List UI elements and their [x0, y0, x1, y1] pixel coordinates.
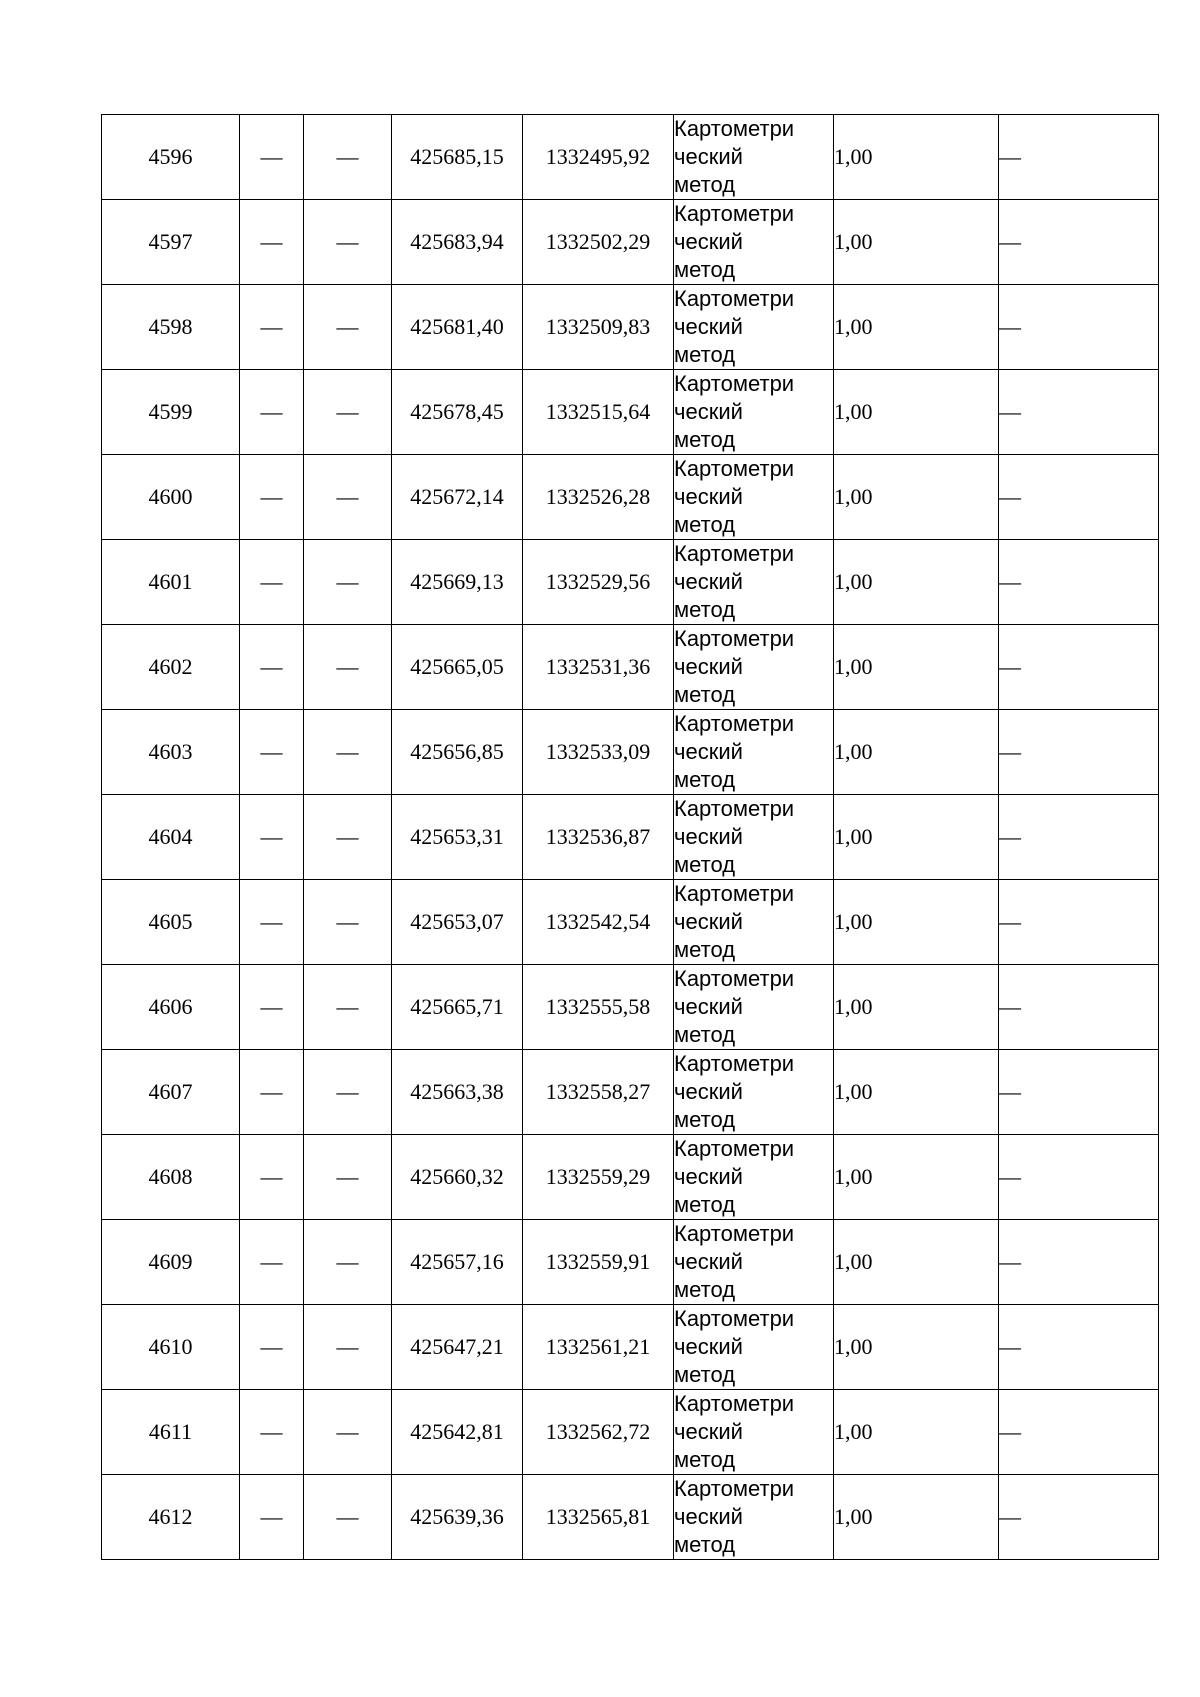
point-number-cell: 4598	[102, 285, 240, 370]
empty-value-cell: —	[240, 1305, 304, 1390]
table-row	[102, 965, 1159, 1050]
x-coordinate-cell: 425656,85	[392, 710, 523, 795]
empty-value-cell: —	[304, 1135, 392, 1220]
table-row	[102, 710, 1159, 795]
empty-value-cell: —	[304, 795, 392, 880]
point-number-cell: 4611	[102, 1390, 240, 1475]
empty-value-cell: —	[999, 795, 1159, 880]
method-cell	[674, 880, 834, 965]
method-line: метод	[674, 1362, 736, 1387]
method-line: Картометри	[674, 1391, 795, 1416]
y-coordinate-cell: 1332559,29	[523, 1135, 674, 1220]
empty-value-cell: —	[240, 1220, 304, 1305]
y-coordinate-cell: 1332529,56	[523, 540, 674, 625]
empty-value-cell: —	[304, 200, 392, 285]
point-number-cell: 4605	[102, 880, 240, 965]
accuracy-cell: 1,00	[834, 285, 999, 370]
empty-value-cell: —	[999, 965, 1159, 1050]
method-cell	[674, 1050, 834, 1135]
method-line: метод	[674, 682, 736, 707]
method-line: метод	[674, 1022, 736, 1047]
point-number-cell: 4609	[102, 1220, 240, 1305]
accuracy-cell: 1,00	[834, 455, 999, 540]
x-coordinate-cell: 425665,05	[392, 625, 523, 710]
empty-value-cell: —	[304, 455, 392, 540]
empty-value-cell: —	[304, 370, 392, 455]
empty-value-cell: —	[999, 625, 1159, 710]
table-row	[102, 880, 1159, 965]
x-coordinate-cell: 425657,16	[392, 1220, 523, 1305]
x-coordinate-cell: 425665,71	[392, 965, 523, 1050]
empty-value-cell: —	[240, 285, 304, 370]
method-line: ческий	[674, 1079, 743, 1104]
method-line: Картометри	[674, 1051, 795, 1076]
accuracy-cell: 1,00	[834, 965, 999, 1050]
coordinates-table	[101, 114, 1159, 1560]
point-number-cell: 4610	[102, 1305, 240, 1390]
empty-value-cell: —	[240, 1390, 304, 1475]
empty-value-cell: —	[304, 1050, 392, 1135]
accuracy-cell: 1,00	[834, 1220, 999, 1305]
accuracy-cell: 1,00	[834, 1390, 999, 1475]
y-coordinate-cell: 1332515,64	[523, 370, 674, 455]
method-line: Картометри	[674, 201, 795, 226]
table-body	[102, 115, 1159, 1560]
method-line: ческий	[674, 1334, 743, 1359]
y-coordinate-cell: 1332536,87	[523, 795, 674, 880]
empty-value-cell: —	[304, 625, 392, 710]
accuracy-cell: 1,00	[834, 370, 999, 455]
empty-value-cell: —	[999, 880, 1159, 965]
method-line: ческий	[674, 1164, 743, 1189]
method-line: Картометри	[674, 116, 795, 141]
method-line: ческий	[674, 1419, 743, 1444]
point-number-cell: 4600	[102, 455, 240, 540]
y-coordinate-cell: 1332526,28	[523, 455, 674, 540]
table-row	[102, 200, 1159, 285]
table-row	[102, 540, 1159, 625]
y-coordinate-cell: 1332509,83	[523, 285, 674, 370]
table-row	[102, 1220, 1159, 1305]
y-coordinate-cell: 1332542,54	[523, 880, 674, 965]
method-line: Картометри	[674, 966, 795, 991]
point-number-cell: 4597	[102, 200, 240, 285]
x-coordinate-cell: 425683,94	[392, 200, 523, 285]
method-line: Картометри	[674, 286, 795, 311]
method-line: метод	[674, 512, 736, 537]
table-row	[102, 455, 1159, 540]
accuracy-cell: 1,00	[834, 1305, 999, 1390]
method-line: Картометри	[674, 1221, 795, 1246]
method-line: Картометри	[674, 711, 795, 736]
method-line: ческий	[674, 654, 743, 679]
accuracy-cell: 1,00	[834, 1475, 999, 1560]
empty-value-cell: —	[240, 880, 304, 965]
empty-value-cell: —	[240, 455, 304, 540]
empty-value-cell: —	[304, 285, 392, 370]
method-cell	[674, 115, 834, 200]
table-row	[102, 285, 1159, 370]
method-line: метод	[674, 172, 736, 197]
method-cell	[674, 1390, 834, 1475]
method-cell	[674, 540, 834, 625]
x-coordinate-cell: 425653,07	[392, 880, 523, 965]
y-coordinate-cell: 1332502,29	[523, 200, 674, 285]
point-number-cell: 4603	[102, 710, 240, 795]
point-number-cell: 4602	[102, 625, 240, 710]
empty-value-cell: —	[304, 1220, 392, 1305]
method-line: ческий	[674, 1249, 743, 1274]
empty-value-cell: —	[999, 710, 1159, 795]
method-cell	[674, 455, 834, 540]
empty-value-cell: —	[240, 710, 304, 795]
empty-value-cell: —	[304, 1390, 392, 1475]
method-line: Картометри	[674, 796, 795, 821]
empty-value-cell: —	[304, 710, 392, 795]
x-coordinate-cell: 425663,38	[392, 1050, 523, 1135]
x-coordinate-cell: 425647,21	[392, 1305, 523, 1390]
method-line: Картометри	[674, 626, 795, 651]
method-line: Картометри	[674, 1306, 795, 1331]
empty-value-cell: —	[304, 880, 392, 965]
empty-value-cell: —	[999, 1050, 1159, 1135]
method-cell	[674, 710, 834, 795]
method-line: метод	[674, 1532, 736, 1557]
x-coordinate-cell: 425639,36	[392, 1475, 523, 1560]
accuracy-cell: 1,00	[834, 1050, 999, 1135]
empty-value-cell: —	[999, 200, 1159, 285]
x-coordinate-cell: 425672,14	[392, 455, 523, 540]
method-line: ческий	[674, 144, 743, 169]
table-row	[102, 1050, 1159, 1135]
table-row	[102, 115, 1159, 200]
method-line: ческий	[674, 909, 743, 934]
y-coordinate-cell: 1332495,92	[523, 115, 674, 200]
method-line: метод	[674, 1447, 736, 1472]
empty-value-cell: —	[240, 370, 304, 455]
method-cell	[674, 965, 834, 1050]
method-line: ческий	[674, 484, 743, 509]
method-line: Картометри	[674, 456, 795, 481]
method-line: ческий	[674, 1504, 743, 1529]
y-coordinate-cell: 1332559,91	[523, 1220, 674, 1305]
method-line: метод	[674, 597, 736, 622]
x-coordinate-cell: 425685,15	[392, 115, 523, 200]
method-line: метод	[674, 1107, 736, 1132]
method-cell	[674, 370, 834, 455]
accuracy-cell: 1,00	[834, 115, 999, 200]
point-number-cell: 4596	[102, 115, 240, 200]
empty-value-cell: —	[240, 1475, 304, 1560]
method-cell	[674, 1475, 834, 1560]
y-coordinate-cell: 1332555,58	[523, 965, 674, 1050]
accuracy-cell: 1,00	[834, 625, 999, 710]
method-cell	[674, 200, 834, 285]
table-row	[102, 625, 1159, 710]
x-coordinate-cell: 425642,81	[392, 1390, 523, 1475]
empty-value-cell: —	[240, 1135, 304, 1220]
method-cell	[674, 1135, 834, 1220]
x-coordinate-cell: 425681,40	[392, 285, 523, 370]
table-row	[102, 370, 1159, 455]
empty-value-cell: —	[304, 540, 392, 625]
empty-value-cell: —	[999, 115, 1159, 200]
empty-value-cell: —	[999, 1220, 1159, 1305]
point-number-cell: 4601	[102, 540, 240, 625]
method-line: метод	[674, 852, 736, 877]
method-line: ческий	[674, 314, 743, 339]
method-cell	[674, 1220, 834, 1305]
empty-value-cell: —	[304, 115, 392, 200]
method-cell	[674, 795, 834, 880]
method-line: ческий	[674, 994, 743, 1019]
accuracy-cell: 1,00	[834, 880, 999, 965]
x-coordinate-cell: 425678,45	[392, 370, 523, 455]
accuracy-cell: 1,00	[834, 540, 999, 625]
method-cell	[674, 285, 834, 370]
point-number-cell: 4612	[102, 1475, 240, 1560]
empty-value-cell: —	[999, 1305, 1159, 1390]
empty-value-cell: —	[240, 625, 304, 710]
x-coordinate-cell: 425660,32	[392, 1135, 523, 1220]
y-coordinate-cell: 1332558,27	[523, 1050, 674, 1135]
method-cell	[674, 625, 834, 710]
empty-value-cell: —	[304, 965, 392, 1050]
empty-value-cell: —	[999, 1135, 1159, 1220]
point-number-cell: 4608	[102, 1135, 240, 1220]
method-line: ческий	[674, 824, 743, 849]
accuracy-cell: 1,00	[834, 710, 999, 795]
method-line: метод	[674, 767, 736, 792]
empty-value-cell: —	[999, 285, 1159, 370]
table-row	[102, 1475, 1159, 1560]
point-number-cell: 4607	[102, 1050, 240, 1135]
empty-value-cell: —	[240, 540, 304, 625]
empty-value-cell: —	[240, 795, 304, 880]
method-line: Картометри	[674, 541, 795, 566]
empty-value-cell: —	[240, 115, 304, 200]
method-line: ческий	[674, 569, 743, 594]
x-coordinate-cell: 425669,13	[392, 540, 523, 625]
y-coordinate-cell: 1332561,21	[523, 1305, 674, 1390]
y-coordinate-cell: 1332531,36	[523, 625, 674, 710]
empty-value-cell: —	[999, 370, 1159, 455]
method-line: метод	[674, 427, 736, 452]
table-row	[102, 1135, 1159, 1220]
method-line: метод	[674, 1277, 736, 1302]
accuracy-cell: 1,00	[834, 200, 999, 285]
accuracy-cell: 1,00	[834, 1135, 999, 1220]
table-row	[102, 1305, 1159, 1390]
method-cell	[674, 1305, 834, 1390]
empty-value-cell: —	[999, 455, 1159, 540]
empty-value-cell: —	[304, 1305, 392, 1390]
empty-value-cell: —	[999, 1475, 1159, 1560]
method-line: Картометри	[674, 1476, 795, 1501]
method-line: Картометри	[674, 881, 795, 906]
method-line: метод	[674, 937, 736, 962]
y-coordinate-cell: 1332562,72	[523, 1390, 674, 1475]
method-line: метод	[674, 342, 736, 367]
empty-value-cell: —	[304, 1475, 392, 1560]
method-line: метод	[674, 1192, 736, 1217]
empty-value-cell: —	[240, 1050, 304, 1135]
accuracy-cell: 1,00	[834, 795, 999, 880]
y-coordinate-cell: 1332533,09	[523, 710, 674, 795]
empty-value-cell: —	[999, 1390, 1159, 1475]
empty-value-cell: —	[240, 200, 304, 285]
table-row	[102, 795, 1159, 880]
table-row	[102, 1390, 1159, 1475]
y-coordinate-cell: 1332565,81	[523, 1475, 674, 1560]
method-line: ческий	[674, 739, 743, 764]
x-coordinate-cell: 425653,31	[392, 795, 523, 880]
method-line: Картометри	[674, 1136, 795, 1161]
method-line: метод	[674, 257, 736, 282]
method-line: ческий	[674, 229, 743, 254]
empty-value-cell: —	[240, 965, 304, 1050]
empty-value-cell: —	[999, 540, 1159, 625]
point-number-cell: 4606	[102, 965, 240, 1050]
point-number-cell: 4599	[102, 370, 240, 455]
point-number-cell: 4604	[102, 795, 240, 880]
method-line: Картометри	[674, 371, 795, 396]
method-line: ческий	[674, 399, 743, 424]
